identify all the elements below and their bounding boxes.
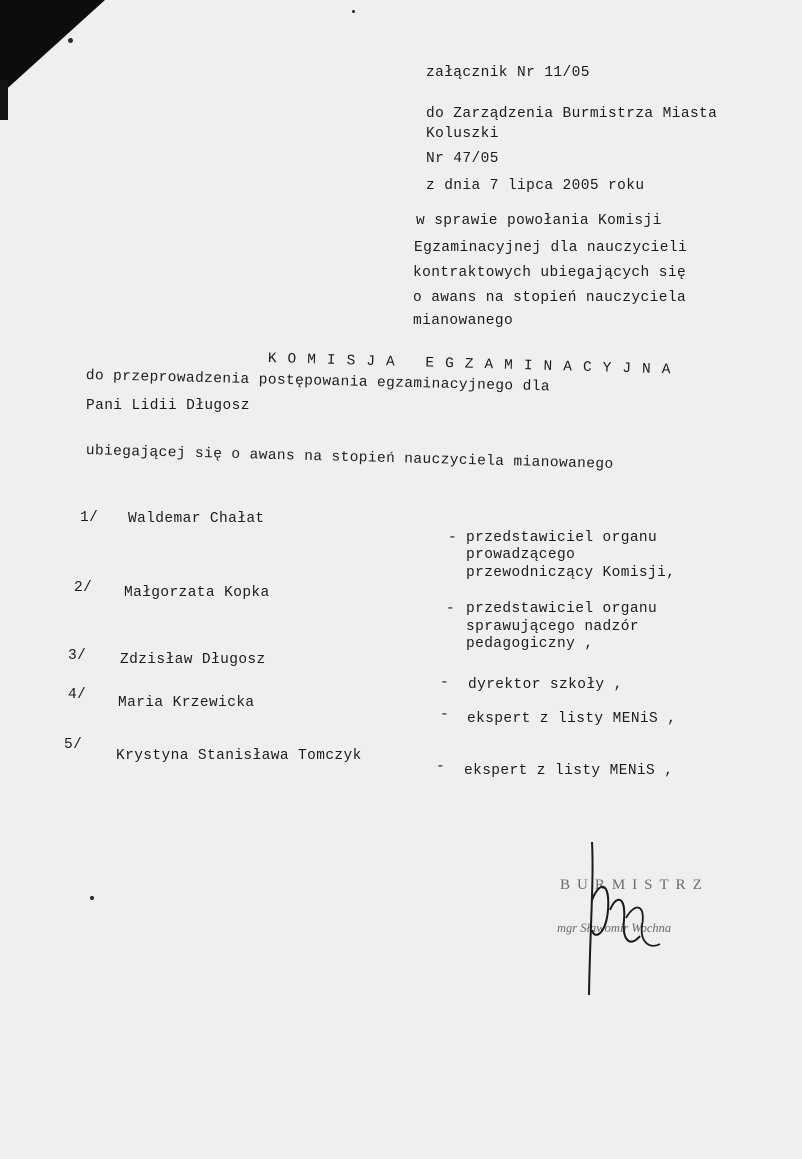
member-role-line: sprawującego nadzór [466,619,639,635]
member-number: 4/ [68,687,87,703]
member-role-line: przedstawiciel organu [466,530,658,546]
member-number: 5/ [64,737,83,753]
member-number: 1/ [80,510,99,526]
intro-line-1: do przeprowadzenia postępowania egzaminacyjnego dla [85,368,551,396]
ordinance-town: Koluszki [426,126,499,142]
member-number: 2/ [74,580,93,596]
scan-speck [90,896,94,900]
stamp-title: BURMISTRZ [560,877,709,893]
member-number: 3/ [68,648,87,664]
member-role-line: ekspert z listy MENiS , [464,763,674,779]
subject-line-4: o awans na stopień nauczyciela [413,290,687,306]
member-dash: - [446,601,456,617]
member-role-line: prowadzącego [466,547,576,563]
member-name: Krystyna Stanisława Tomczyk [116,748,362,764]
member-dash: - [448,530,458,546]
document-title: KOMISJA EGZAMINACYJNA [267,351,682,379]
subject-line-5: mianowanego [413,313,514,329]
member-name: Waldemar Chałat [128,511,265,527]
ordinance-line: do Zarządzenia Burmistrza Miasta [426,106,718,122]
candidate-name: Pani Lidii Długosz [86,398,250,414]
member-name: Zdzisław Długosz [120,652,266,668]
subject-line-3: kontraktowych ubiegających się [413,265,687,281]
scan-speck [352,10,355,13]
subject-line-1: w sprawie powołania Komisji [416,213,662,229]
member-dash: - [440,707,450,723]
stamp-name: mgr Sławomir Wochna [557,921,672,935]
scan-speck [68,38,73,43]
attachment-label: załącznik Nr 11/05 [426,65,590,81]
member-name: Maria Krzewicka [118,695,255,711]
member-role-line: pedagogiczny , [466,636,594,652]
member-role-line: dyrektor szkoły , [468,677,623,693]
member-dash: - [440,675,450,691]
member-name: Małgorzata Kopka [124,585,270,601]
handwritten-signature [580,840,670,1000]
subject-line-2: Egzaminacyjnej dla nauczycieli [414,240,688,256]
member-role-line: przewodniczący Komisji, [466,565,676,581]
ordinance-number: Nr 47/05 [426,151,499,167]
member-dash: - [436,759,446,775]
member-role-line: przedstawiciel organu [466,601,658,617]
intro-line-3: ubiegającej się o awans na stopień nauczyciela mianowanego [85,443,614,473]
member-role-line: ekspert z listy MENiS , [467,711,677,727]
scan-corner-shadow [0,0,105,95]
ordinance-date: z dnia 7 lipca 2005 roku [426,178,645,194]
scan-edge-shadow [0,80,8,120]
